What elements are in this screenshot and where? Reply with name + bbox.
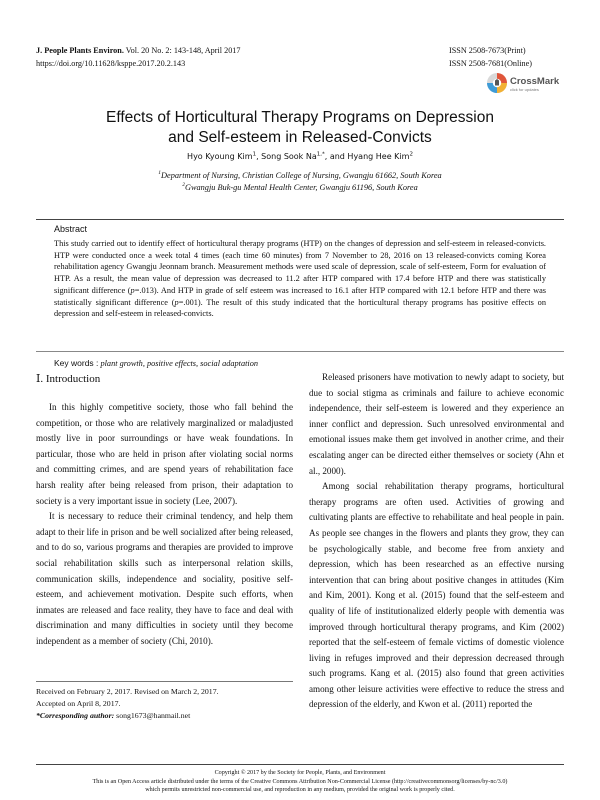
footnote [36,686,293,723]
paragraph: It is necessary to reduce their criminal tendency, and help them adapt to their life in prison and be well socialized after being released, and to do so, various programs and therapies are provided to improve social rehabilitation skills such as interpersonal relation skills, communication skills, independence and sociality, positive self-esteem, and achievement motivation. Despite such efforts, when inmates are released and face reality, they have to face and deal with discrimination and many difficulties in society until they become independent as a member of society (Chi, 2010). [36,511,293,646]
author-1-affil: 1 [252,151,257,158]
crossmark-label: CrossMark [510,76,560,87]
keywords-label: Key words : [54,358,99,368]
volume-info: Vol. 20 No. 2: 143-148, April 2017 [123,46,241,55]
affiliation-1: $^1$Department of Nursing, Christian College of Nursing, Gwangju 61662, South Korea [158,170,442,180]
license-terms: which permits unrestricted non-commercial use, and reproduction in any medium, provided the original work is properly cited. [145,787,455,793]
copyright-line: Copyright © 2017 by the Society for People, Plants, and Environment [214,770,386,776]
crossmark-badge[interactable] [486,72,566,96]
paragraph: In this highly competitive society, those who fall behind the competition, or those who are relatively marginalized or maladjusted mostly live in poor surroundings or have weak foundations. In particular, those who are held in prison after violating social norms and committing crimes, and are spend years of rehabilitation face harsh reality after being released from prison, their adaptation to society is a very important issue in society (Lee, 2007). [36,402,293,506]
abstract-body: This study carried out to identify effect of horticultural therapy programs (HTP) on the changes of depression and self-esteem in released-convicts. HTP were conducted once a week total 4 times (each time 60 minutes) from 7 November to 28, 2016 on 13 released-convicts coming Korea rehabilitation agency Gwangju Jeonnam branch. Measurement methods were used scale of depression, scale of self-esteem, Form for evaluation of HTP. As a result, the mean value of depression was decreased to 11.2 after HTP compared with 17.4 before HTP and there was statistically significant difference (p=.013). And HTP in grade of self esteem was increased to 16.1 after HTP compared with 12.1 before HTP and there was statistically significant difference (p=.001). The result of this study indicated that the horticultural therapy programs has positive effects on depression and self-esteem in released-convicts. [54,239,546,319]
paragraph: Released prisoners have motivation to newly adapt to society, but due to social stigma as criminals and failure to achieve economic independence, their self-esteem is lowered and they experience an inner conflict and depression. Such unresolved environmental and emotional issues make them get involved in another crime, and their escalating anger can be directed either themselves or society (Ahn et al., 2000). [309,372,564,476]
title-line-1: Effects of Horticultural Therapy Programs on Depression [106,109,494,126]
copyright-rule [36,764,564,765]
corresponding-author: *Corresponding author: song1673@hanmail.net [36,711,191,721]
keywords [54,358,258,368]
author-list [40,152,560,161]
abstract-mid-rule [36,351,564,352]
journal-header [36,44,240,70]
issn-online: ISSN 2508-7681(Online) [449,59,533,68]
accepted-date: Accepted on April 8, 2017. [36,699,121,709]
paper-title [40,108,560,148]
title-line-2: and Self-esteem in Released-Convicts [168,129,432,146]
issn-block [449,44,564,70]
issn-print: ISSN 2508-7673(Print) [449,46,526,55]
right-column [309,370,564,713]
footnote-rule [36,681,293,682]
author-2-affil: 1,* [316,151,325,158]
author-2: , Song Sook Na [256,152,317,161]
abstract-heading: Abstract [54,224,88,234]
author-3-affil: 2 [409,151,413,158]
crossmark-sublabel: click for updates [510,87,539,92]
doi-link[interactable]: https://doi.org/10.11628/ksppe.2017.20.2.143 [36,59,186,68]
journal-name: J. People Plants Environ. [36,46,124,55]
author-3: , and Hyang Hee Kim [324,152,410,161]
crossmark-icon [486,72,508,94]
abstract-top-rule [36,219,564,220]
affiliations [40,170,560,193]
license-line: This is an Open Access article distributed under the terms of the Creative Commons Attribution Non-Commercial License (http://creativecommonsorg/licenses/by-nc/3.0) [92,778,508,785]
author-1: Hyo Kyoung Kim [187,152,253,161]
copyright-block [36,769,564,795]
section-heading-introduction: Ⅰ. Introduction [36,373,101,385]
paragraph: Among social rehabilitation therapy programs, horticultural therapy programs are often used. Activities of growing and cultivating plants are effective to rehabilitate and heal people in pain. As people see changes in the flowers and plants they grow, they can be psychologically stable, and become free from anxiety and depression, which has been researched as an effective nursing intervention that can bring about positive changes in attitudes (Kim and Kim, 2001). Kong et al. (2015) found that the self-esteem and quality of life of institutionalized elderly people with dementia was improved through horticultural therapy programs, and Kim (2002) reported that the self-esteem of female victims of domestic violence living in refuges improved and their depression decreased through such programs. Kang et al. (2015) also found that green activities among other leisure activities were effective to reduce the stress and depression of the elderly, and Kwon et al. (2011) reported the [309,481,564,710]
keywords-values: plant growth, positive effects, social adaptation [98,359,259,368]
left-column [36,400,293,650]
affiliation-2: $^2$Gwangju Buk-gu Mental Health Center, Gwangju 61196, South Korea [182,181,418,192]
received-date: Received on February 2, 2017. Revised on March 2, 2017. [36,687,219,696]
corresponding-email[interactable]: song1673@hanmail.net [114,711,191,721]
